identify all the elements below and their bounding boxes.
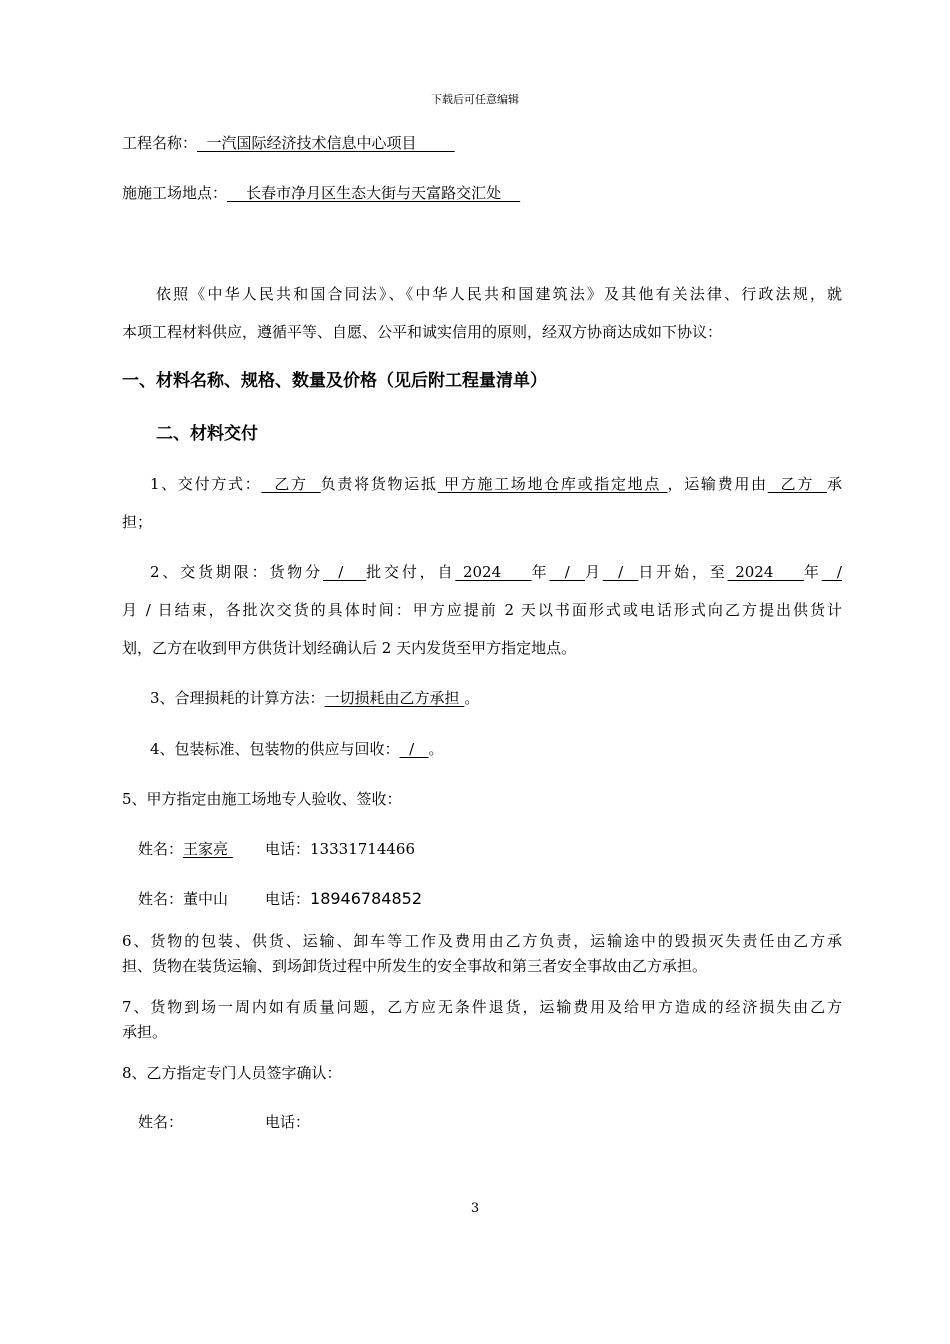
- item-1-party2: 乙方: [767, 475, 827, 493]
- intro-line-1: 依照《中华人民共和国合同法》、《中华人民共和国建筑法》及其他有关法律、行政法规，就: [156, 285, 842, 303]
- item-4-suffix: 。: [428, 740, 444, 758]
- site-location-value: 长春市净月区生态大街与天富路交汇处: [227, 184, 521, 202]
- item-2-text-4: 月: [584, 563, 603, 581]
- item-4-value: /: [399, 740, 429, 758]
- item-1-mid2: ，运输费用由: [667, 475, 768, 493]
- section-1-heading: 一、材料名称、规格、数量及价格（见后附工程量清单）: [122, 371, 547, 391]
- page-number: 3: [470, 1201, 480, 1216]
- item-7-line-1: 7、货物到场一周内如有质量问题，乙方应无条件退货，运输费用及给甲方造成的经济损失由乙方: [122, 998, 842, 1016]
- item-3-line: [150, 688, 479, 708]
- item-4-prefix: 4、包装标准、包装物的供应与回收：: [150, 740, 400, 758]
- item-4-line: [150, 739, 443, 759]
- contact-2-phone-label: 电话：: [265, 890, 311, 908]
- item-5-line: 5、甲方指定由施工场地专人验收、签收：: [122, 790, 402, 808]
- item-2-end-month: /: [821, 563, 842, 581]
- item-2-text-3: 年: [531, 563, 550, 581]
- contact-1-name: 王家亮: [183, 840, 233, 858]
- contact-1: [138, 839, 233, 859]
- contact-2-name: 董中山: [183, 890, 229, 908]
- item-3-suffix: 。: [464, 689, 480, 707]
- contact-3-phone-label: 电话：: [265, 1113, 311, 1131]
- item-2-text-6: 年: [803, 563, 822, 581]
- contact-1-phone-line: [265, 839, 415, 859]
- site-location-line: [122, 183, 520, 203]
- item-7-line-2: 承担。: [122, 1023, 168, 1041]
- item-2-start-day: /: [602, 563, 639, 581]
- intro-line-2: 本项工程材料供应，遵循平等、自愿、公平和诚实信用的原则，经双方协商达成如下协议：: [122, 323, 723, 341]
- project-name-value: 一汽国际经济技术信息中心项目: [197, 134, 455, 152]
- item-2-text-5: 日开始，至: [638, 563, 728, 581]
- contact-1-phone-label: 电话：: [265, 840, 311, 858]
- project-name-label: 工程名称：: [122, 134, 198, 152]
- item-2-text-1: 2、交货期限：货物分: [150, 563, 323, 581]
- project-name-line: [122, 133, 455, 153]
- section-2-heading: 二、材料交付: [156, 424, 258, 444]
- item-1-prefix: 1、交付方式：: [150, 475, 262, 493]
- item-1-line-2: 担；: [122, 513, 153, 531]
- page-header: 下载后可任意编辑: [431, 93, 519, 106]
- contact-2-name-label: 姓名：: [138, 890, 184, 908]
- item-1-line-1: [150, 474, 842, 494]
- contact-2-phone-line: [265, 889, 422, 909]
- item-2-line-3: 划，乙方在收到甲方供货计划经确认后 2 天内发货至甲方指定地点。: [122, 639, 577, 657]
- contact-2-phone: 18946784852: [310, 889, 422, 908]
- contact-2: [138, 889, 228, 909]
- contact-1-name-label: 姓名：: [138, 840, 184, 858]
- item-1-place: 甲方施工场地仓库或指定地点: [437, 475, 668, 493]
- item-2-text-2: 批交付，自: [366, 563, 456, 581]
- site-location-label: 施施工场地点：: [122, 184, 228, 202]
- contact-3-name-label: 姓名：: [138, 1113, 184, 1131]
- item-3-prefix: 3、合理损耗的计算方法：: [150, 689, 325, 707]
- item-6-line-2: 担、货物在装货运输、到场卸货过程中所发生的安全事故和第三者安全事故由乙方承担。: [122, 957, 708, 975]
- item-1-mid: 负责将货物运抵: [320, 475, 438, 493]
- item-3-value: 一切损耗由乙方承担: [324, 689, 465, 707]
- item-1-suffix: 承: [826, 475, 842, 493]
- item-2-batch-count: /: [323, 563, 367, 581]
- item-6-line-1: 6、货物的包装、供货、运输、卸车等工作及费用由乙方负责，运输途中的毁损灭失责任由乙方承: [122, 932, 842, 950]
- item-2-end-year: 2024: [727, 563, 804, 581]
- item-2-line-1: [150, 562, 842, 582]
- contact-1-phone: 13331714466: [310, 840, 415, 858]
- item-2-start-month: /: [549, 563, 585, 581]
- item-2-start-year: 2024: [455, 563, 532, 581]
- item-1-party: 乙方: [261, 475, 321, 493]
- item-2-line-2: 月 / 日结束，各批次交货的具体时间：甲方应提前 2 天以书面形式或电话形式向乙方提出供货计: [122, 601, 842, 619]
- item-8-line: 8、乙方指定专门人员签字确认：: [122, 1064, 342, 1082]
